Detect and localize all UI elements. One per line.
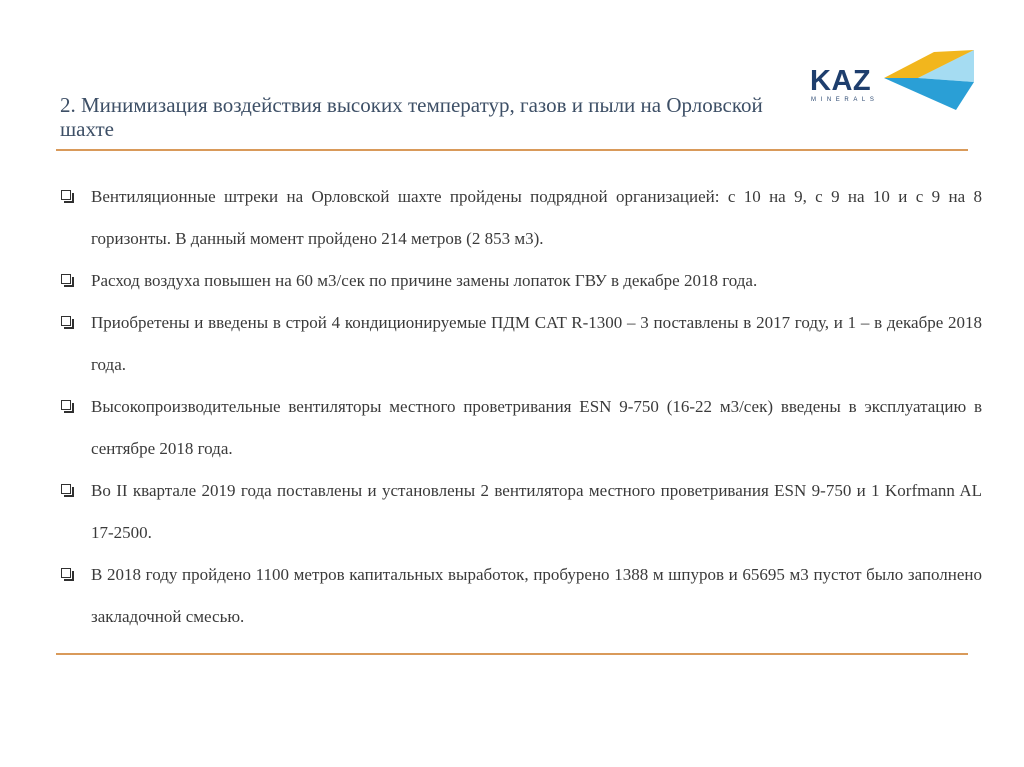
list-item-text: Расход воздуха повышен на 60 м3/сек по причине замены лопаток ГВУ в декабре 2018 года. — [91, 271, 758, 290]
top-divider — [56, 149, 968, 151]
checkbox-bullet-icon — [61, 400, 71, 410]
list-item — [60, 260, 982, 302]
list-item — [60, 302, 982, 386]
list-item-text: Приобретены и введены в строй 4 кондиционируемые ПДМ CAT R-1300 – 3 поставлены в 2017 году, и 1 – в декабре 2018 года. — [91, 313, 982, 374]
list-item-text: В 2018 году пройдено 1100 метров капитальных выработок, пробурено 1388 м шпуров и 65695 м3 пустот было заполнено закладочной смесью. — [91, 565, 982, 626]
logo-subword: MINERALS — [811, 97, 879, 103]
page-title: 2. Минимизация воздействия высоких температур, газов и пыли на Орловской шахте — [60, 93, 763, 141]
list-item — [60, 554, 982, 638]
logo-mark-blue-shape — [884, 78, 974, 110]
checkbox-bullet-icon — [61, 190, 71, 200]
logo-word: KAZ — [810, 65, 872, 97]
checkbox-bullet-icon — [61, 484, 71, 494]
list-item-text: Вентиляционные штреки на Орловской шахте пройдены подрядной организацией: с 10 на 9, с 9 на 10 и с 9 на 8 горизонты. В данный момент пройдено 214 метров (2 853 м3). — [91, 187, 982, 248]
checkbox-bullet-icon — [61, 316, 71, 326]
checkbox-bullet-icon — [61, 274, 71, 284]
checkbox-bullet-icon — [61, 568, 71, 578]
bullet-list — [60, 176, 982, 638]
list-item-text: Высокопроизводительные вентиляторы местного проветривания ESN 9-750 (16-22 м3/сек) введены в эксплуатацию в сентябре 2018 года. — [91, 397, 982, 458]
list-item — [60, 176, 982, 260]
list-item — [60, 386, 982, 470]
kaz-minerals-logo — [810, 48, 980, 110]
logo-mark-icon — [874, 48, 980, 110]
list-item — [60, 470, 982, 554]
bottom-divider — [56, 653, 968, 655]
list-item-text: Во II квартале 2019 года поставлены и установлены 2 вентилятора местного проветривания ESN 9-750 и 1 Korfmann AL 17-2500. — [91, 481, 982, 542]
